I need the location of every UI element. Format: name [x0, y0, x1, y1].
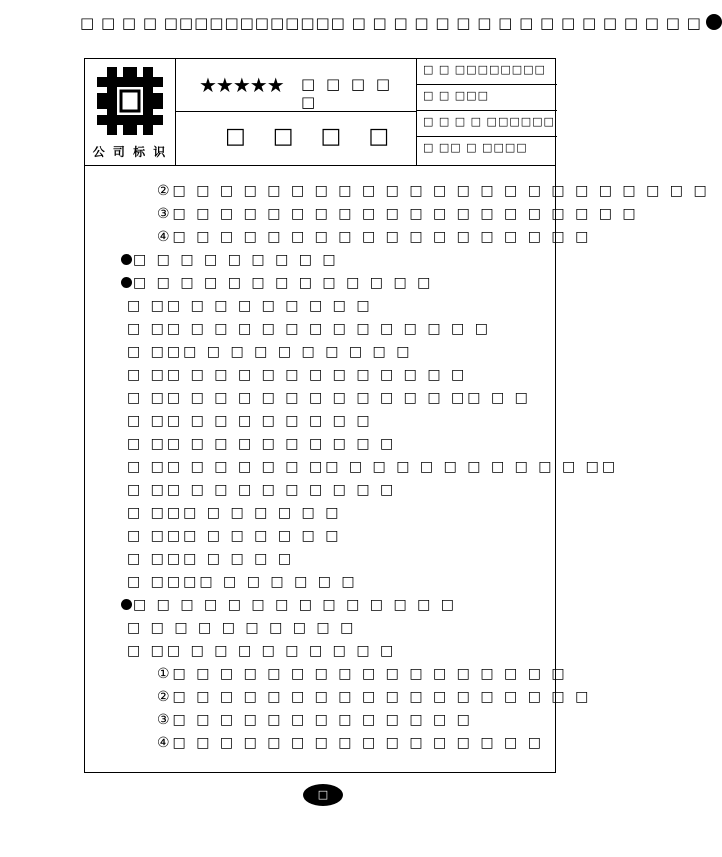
body-line: [127, 344, 412, 360]
body-line-text: ④□ □ □ □ □ □ □ □ □ □ □ □ □ □ □ □: [157, 735, 544, 751]
body-line: [121, 252, 339, 268]
bullet-icon: [121, 277, 132, 288]
body-line: [127, 528, 341, 544]
title-bottom-cell: [175, 112, 417, 165]
body-line-text: □ □□ □ □ □ □ □ □ □ □: [127, 298, 373, 314]
bullet-dot-icon: [706, 14, 722, 30]
running-header: [80, 14, 722, 32]
body-line: [157, 666, 568, 682]
company-name: □ □ □ □ □: [301, 75, 393, 111]
body-line: [127, 367, 467, 383]
bullet-icon: [121, 254, 132, 265]
running-header-text: □ □ □ □ □□□□□□□□□□□□ □ □ □ □ □ □ □ □ □ □ □ □ □ □ □ □ □: [80, 14, 702, 32]
rating-stars: ★★★★★: [199, 73, 284, 97]
body-line-text: ②□ □ □ □ □ □ □ □ □ □ □ □ □ □ □ □ □ □: [157, 689, 592, 705]
body-line-text: □ □□ □ □ □ □ □ □ □ □ □ □ □ □ □: [127, 321, 491, 337]
body-line-text: □ □□ □ □ □ □ □ □ □ □ □ □ □ □: [127, 367, 468, 383]
body-line-text: □ □ □ □ □ □ □ □ □ □ □ □ □: [133, 275, 434, 291]
body-line: [157, 689, 591, 705]
body-line: [127, 321, 491, 337]
body-line-text: □ □□□ □ □ □ □ □ □: [127, 528, 342, 544]
body-line-text: □ □□ □ □ □ □ □ □□ □ □ □ □ □ □ □ □ □ □ □□: [127, 459, 619, 475]
body-line: [127, 574, 358, 590]
body-line-text: □ □□ □ □ □ □ □ □ □ □ □: [127, 482, 397, 498]
body-line-text: □ □ □ □ □ □ □ □ □: [133, 252, 339, 268]
body-line: [127, 505, 341, 521]
body-line-text: ③□ □ □ □ □ □ □ □ □ □ □ □ □ □ □ □ □ □ □ □: [157, 206, 639, 222]
body-line: [127, 390, 531, 406]
document-title: □ □ □ □: [225, 124, 400, 149]
meta-row-2: □ □ □□□: [417, 85, 557, 111]
document-frame: [84, 58, 710, 773]
body-line-text: ①□ □ □ □ □ □ □ □ □ □ □ □ □ □ □ □ □: [157, 666, 568, 682]
meta-row-3: □ □ □ □ □□□□□□: [417, 111, 557, 137]
body-line: [127, 551, 294, 567]
logo-label: 公 司 标 识: [92, 145, 168, 159]
body-line-text: □ □□ □ □ □ □ □ □ □ □ □: [127, 436, 397, 452]
title-top-cell: [175, 59, 417, 112]
bullet-icon: [121, 599, 132, 610]
body-line-text: ③□ □ □ □ □ □ □ □ □ □ □ □ □: [157, 712, 473, 728]
body-line: [127, 436, 396, 452]
body-line: [157, 229, 591, 245]
company-logo-icon: [97, 67, 163, 135]
body-line-text: □ □□□ □ □ □ □: [127, 551, 295, 567]
body-line-text: □ □□□ □ □ □ □ □ □: [127, 505, 342, 521]
body-line-text: □ □□□ □ □ □ □ □ □ □ □ □: [127, 344, 413, 360]
meta-row-4: □ □□ □ □□□□: [423, 141, 528, 154]
body-line-text: □ □ □ □ □ □ □ □ □ □ □ □ □ □: [133, 597, 458, 613]
body-line-text: □ □□ □ □ □ □ □ □ □ □: [127, 413, 373, 429]
meta-row-1: □ □ □□□□□□□□: [417, 59, 557, 85]
body-line: [157, 712, 473, 728]
page-number: □: [303, 784, 343, 806]
body-line-text: ④□ □ □ □ □ □ □ □ □ □ □ □ □ □ □ □ □ □: [157, 229, 592, 245]
body-line: [127, 643, 396, 659]
body-line: [127, 413, 373, 429]
body-line: [157, 735, 544, 751]
body-line: [121, 275, 433, 291]
body-line-text: □ □□□□ □ □ □ □ □ □: [127, 574, 358, 590]
body-line: [157, 206, 639, 222]
body-line: [121, 597, 457, 613]
body-line-text: □ □ □ □ □ □ □ □ □ □: [127, 620, 357, 636]
body-line: [127, 620, 356, 636]
logo-cell: [85, 59, 176, 165]
body-line: [127, 298, 373, 314]
header-table: [85, 59, 555, 166]
body-line: [127, 459, 618, 475]
body-line-text: □ □□ □ □ □ □ □ □ □ □ □: [127, 643, 397, 659]
body-line-text: □ □□ □ □ □ □ □ □ □ □ □ □ □ □□ □ □: [127, 390, 531, 406]
body-line: [127, 482, 396, 498]
body-line-text: ②□ □ □ □ □ □ □ □ □ □ □ □ □ □ □ □ □ □ □ □ □ □ □: [157, 183, 710, 199]
body-line: [157, 183, 710, 199]
